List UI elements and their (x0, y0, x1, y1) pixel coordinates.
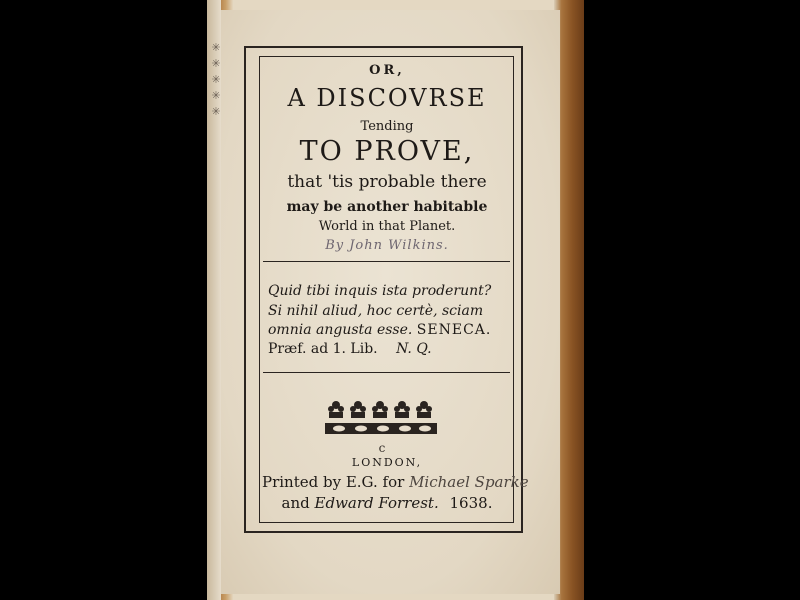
imprint-city: LONDON, (351, 456, 423, 469)
imprint-publisher: Edward Forrest. (314, 494, 439, 512)
quote-ref: N. Q. (396, 341, 432, 357)
title-line-world: World in that Planet. (318, 219, 456, 234)
imprint-year: 1638. (449, 494, 493, 512)
quote-line-2: Si nihil aliud, hoc certè, sciam (268, 303, 484, 319)
title-discourse: A DISCOVRSE (287, 84, 487, 112)
imprint-and-text: and (281, 494, 310, 512)
quote-text: omnia angusta esse. (268, 322, 413, 338)
imprint-printer: Michael Sparke (409, 473, 529, 491)
divider-rule (263, 372, 510, 373)
printers-ornament-icon (323, 397, 439, 437)
quote-line-3 (268, 322, 491, 338)
quote-author: SENECA. (416, 322, 492, 338)
title-tending: Tending (360, 119, 414, 134)
imprint-and (262, 494, 512, 512)
quote-line-4 (268, 341, 432, 357)
quote-line-1: Quid tibi inquis ista proderunt? (268, 283, 492, 299)
margin-marks: ✳ ✳ ✳ ✳ ✳ (211, 41, 221, 118)
title-to-prove: TO PROVE, (299, 136, 475, 167)
title-line-that: that 'tis probable there (287, 172, 487, 192)
divider-rule (263, 261, 510, 262)
title-or: OR, (369, 63, 405, 78)
quote-source: Præf. ad 1. Lib. (268, 341, 378, 357)
imprint-printed-by (262, 473, 529, 491)
imprint-printed-text: Printed by E.G. for (262, 473, 405, 491)
title-line-may-be: may be another habitable (286, 199, 488, 215)
printers-mark: c (378, 441, 386, 455)
handwritten-signature: By John Wilkins. (325, 238, 449, 253)
